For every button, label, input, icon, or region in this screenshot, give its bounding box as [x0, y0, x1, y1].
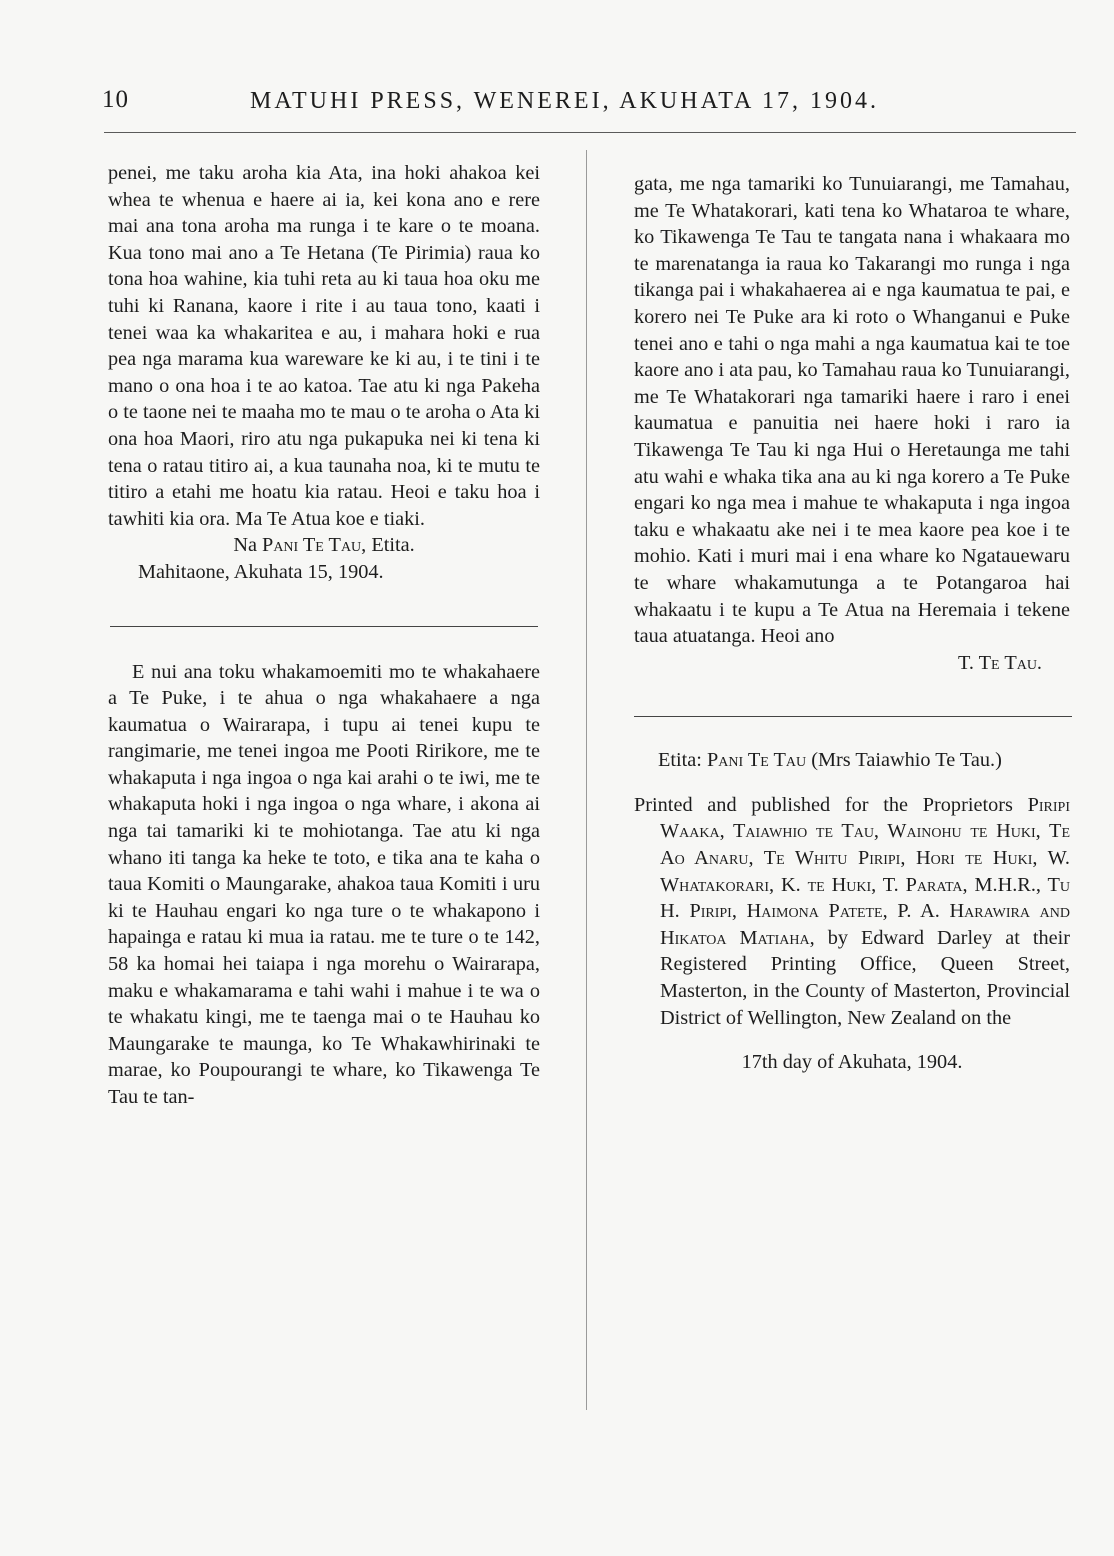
signature-suffix: , Etita.	[361, 534, 415, 557]
letter-date: Mahitaone, Akuhata 15, 1904.	[138, 560, 384, 583]
editor-line	[634, 747, 1070, 774]
article-body: E nui ana toku whakamoemiti mo te whakahaere a Te Puke, i te ahua o nga whakahaere a nga kaumatua o Wairarapa, i tupu ai tenei kupu te rangimarie, me tenei ingoa me Pooti Ririkore, me te whakaputa i nga ingoa o nga kai arahi o te iwi, me te whakaputa hoki i nga ingoa o nga whare, i akona ai nga tai tamariki ki te mohiotanga. Tae atu ki nga whano iti tanga ka heke te toto, e tika ana te kaha o taua Komiti o Maungarake, ahakoa taua Komiti i uru ki te Hauhau engari ko nga ture o te whakapono i hapainga e ratau ki mua ia ratau. me te ture o te 142, 58 ka homai hei taiapa i nga morehu o Wairarapa, maku e whakamarama e tahi wahi i mahue i te wa o te whakatu kingi, me te taenga mai o te Hauhau ko Maungarake te maunga, ko Te Whakawhirinaki te marae, ko Poupourangi te whare, ko Tikawenga Te Tau te tan-	[108, 660, 540, 1108]
imprint-date: 17th day of Akuhata, 1904.	[741, 1051, 963, 1074]
signature-name: Pani Te Tau	[262, 534, 362, 557]
article-continued: gata, me nga tamariki ko Tunuiarangi, me Tamahau, me Te Whatakorari, kati tena ko Whataroa te whare, ko Tikawenga Te Tau te tangata nana i whakaara mo te marenatanga ia raua ko Takarangi mo runga i nga tikanga pai i whakahaerea ai e nga kaumatua te pai, e korero nei Te Puke ara ki roto o Whanganui e Puke tenei ano e tahi o nga mahi a nga kaumatua kai te toe kaore ano i ata pau, ko Tamahau raua ko Tunuiarangi, me Te Whatakorari nga tamariki haere i raro i enei kaumatua e panuitia nei haere hoki i raro ia Tikawenga Te Tau ki nga Hui o Heretaunga me tahi atu wahi e whaka tika ana au ki nga korero a Te Puke engari ko nga mea i mahue te whakaputa i nga ingoa taku e whakaatu ake nei i te mea kaore pea koe i te mohio. Kati i muri mai i ena whare ko Ngatauewaru te whare whakamutunga a te Potangaroa hai whakaatu i te kupu a Te Atua na Heremaia i tekene taua atuatanga. Heoi ano	[634, 173, 1070, 648]
section-separator	[110, 626, 538, 627]
header-rule	[104, 132, 1076, 133]
imprint-tail: by Edward Darley at their Registered Printing Office, Queen Street, Masterton, in the County of Masterton, Provincial District of Wellington, New Zealand on the	[660, 926, 1070, 1029]
right-column	[634, 171, 1070, 1076]
column-divider	[586, 150, 587, 1410]
letter-signature	[108, 532, 540, 559]
editor-label: Etita:	[658, 749, 702, 772]
editor-note: (Mrs Taiawhio Te Tau.)	[811, 749, 1002, 772]
section-separator	[634, 716, 1072, 717]
masthead: MATUHI PRESS, WENEREI, AKUHATA 17, 1904.	[250, 88, 879, 114]
article-signature: T. Te Tau.	[958, 651, 1042, 674]
editor-name: Pani Te Tau	[707, 749, 807, 772]
imprint	[634, 792, 1070, 1031]
letter-body: penei, me taku aroha kia Ata, ina hoki ahakoa kei whea te whenua e haere ai ia, kei kona ano e rere mai ana tona aroha ma runga i te kare o te moana. Kua tono mai ano a Te Hetana (Te Pirimia) raua ko tona hoa wahine, kia tuhi reta au ki taua hoa oku me tuhi ki Ranana, kaore i rite i au taua tono, kaati i tenei waa ka whakaritea e au, i mahara hoki e rua pea nga marama kua wareware ke ki au, i te tini i te mano o ona hoa i te ao katoa. Tae atu ki nga Pakeha o te taone nei te maaha mo te mau o te aroha o Ata ki ona hoa Maori, riro atu nga pukapuka nei ki tena ki tena o ratau titiro ai, a kua taunaha noa, ki te mutu te titiro a etahi me hoatu kia ratau. Heoi e taku hoa i tawhiti kia ora. Ma Te Atua koe e tiaki.	[108, 162, 540, 530]
imprint-lead: Printed and published for the Proprietors	[634, 793, 1013, 816]
left-column	[108, 160, 540, 1111]
imprint-proprietors: Piripi Waaka, Taiawhio te Tau, Wainohu te Huki, Te Ao Anaru, Te Whitu Piripi, Hori te Huki, W. Whatakorari, K. te Huki, T. Parata, M.H.R., Tu H. Piripi, Haimona Patete, P. A. Harawira and Hikatoa Matiaha,	[660, 793, 1070, 949]
page-number: 10	[102, 86, 129, 113]
signature-prefix: Na	[233, 534, 257, 557]
